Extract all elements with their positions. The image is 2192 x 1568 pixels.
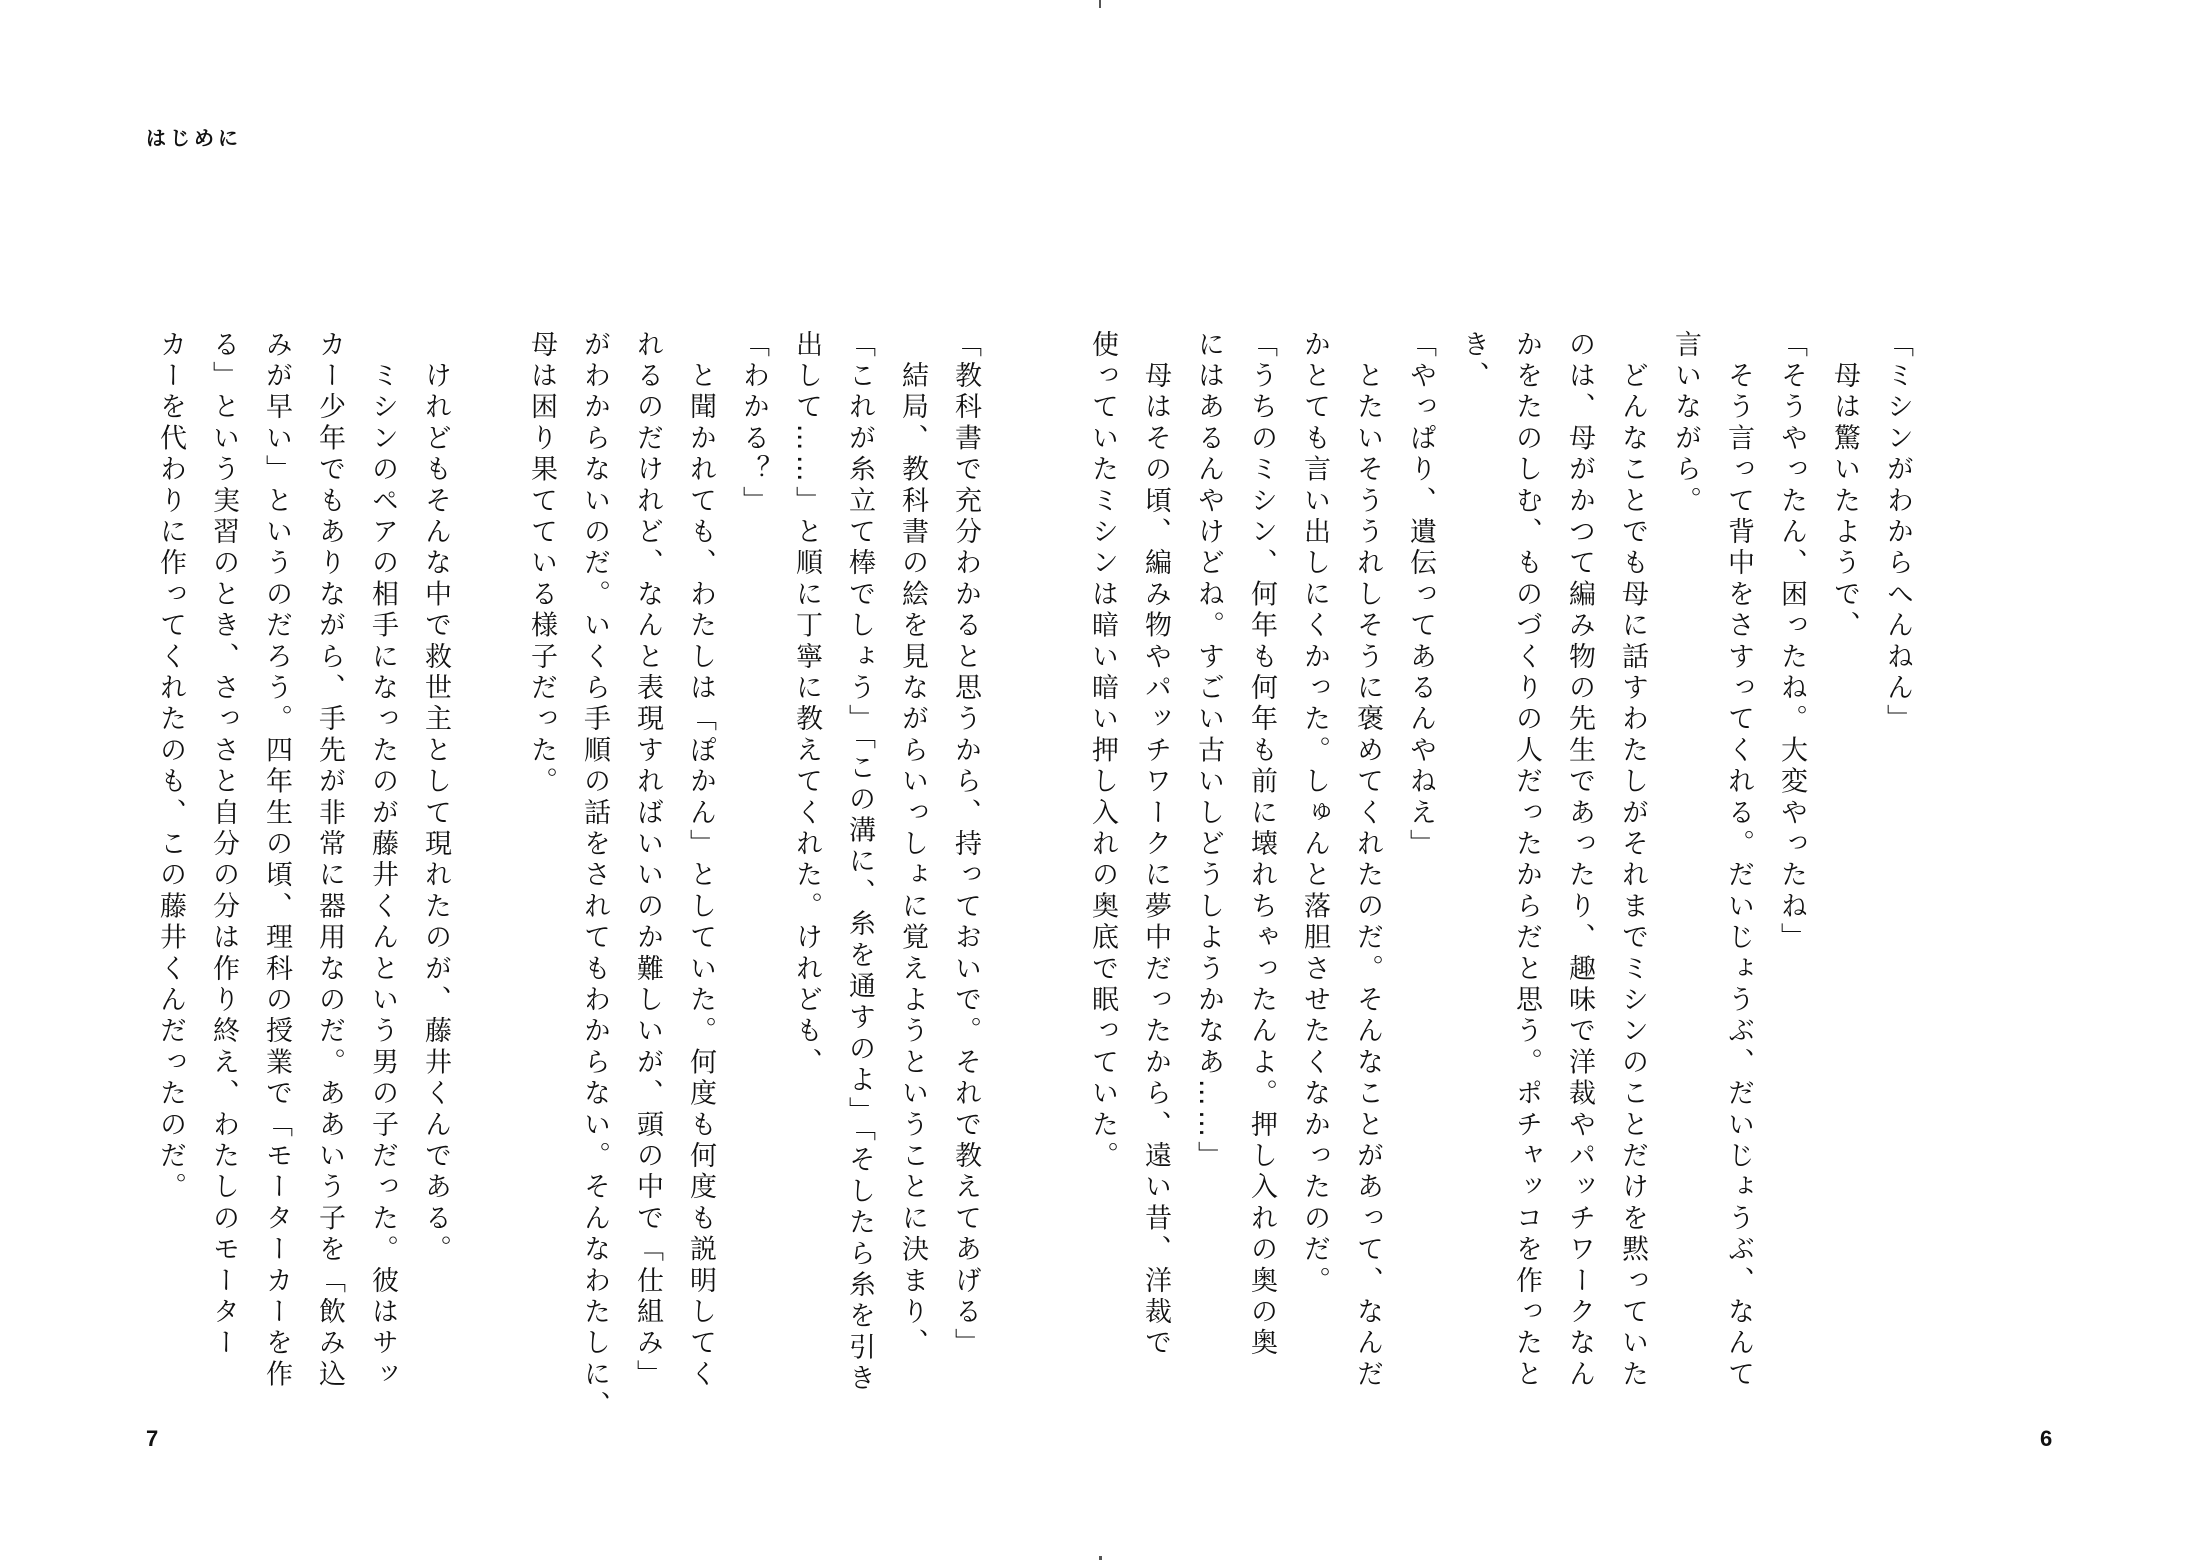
- section-break: [462, 330, 515, 1370]
- text-line: にはあるんやけどね。すごい古いしどうしようかなあ……」: [1193, 330, 1224, 1173]
- text-line: のは、母がかつて編み物の先生であったり、趣味で洋裁やパッチワークなん: [1564, 330, 1595, 1391]
- text-line: 使っていたミシンは暗い暗い押し入れの奥底で眠っていた。: [1087, 330, 1118, 1173]
- text-line: かをたのしむ、ものづくりの人だったからだと思う。ポチャッコを作ったと: [1511, 330, 1542, 1391]
- text-line: れるのだけれど、なんと表現すればいいのか難しいが、頭の中で「仕組み」: [632, 330, 663, 1391]
- text-line: 結局、教科書の絵を見ながらいっしょに覚えようということに決まり、: [897, 330, 928, 1360]
- text-line: みが早い」というのだろう。四年生の頃、理科の授業で「モーターカーを作: [261, 330, 292, 1391]
- text-line: る」という実習のとき、さっさと自分の分は作り終え、わたしのモーター: [208, 330, 239, 1360]
- text-line: 「ミシンがわからへんねん」: [1882, 330, 1913, 736]
- text-line: 言いながら。: [1670, 330, 1701, 518]
- text-line: 母は困り果てている様子だった。: [526, 330, 557, 798]
- text-line: 「やっぱり、遺伝ってあるんやねえ」: [1405, 330, 1436, 861]
- text-line: カーを代わりに作ってくれたのも、この藤井くんだったのだ。: [155, 330, 186, 1204]
- text-line: 母は驚いたようで、: [1829, 330, 1860, 642]
- text-line: そう言って背中をさすってくれる。だいじょうぶ、だいじょうぶ、なんて: [1723, 330, 1754, 1391]
- text-line: 出して……」と順に丁寧に教えてくれた。けれども、: [791, 330, 822, 1079]
- text-line: 「そうやったん、困ったね。大変やったね」: [1776, 330, 1807, 954]
- text-line: けれどもそんな中で救世主として現れたのが、藤井くんである。: [420, 330, 451, 1266]
- text-line: 「うちのミシン、何年も何年も前に壊れちゃったんよ。押し入れの奥の奥: [1246, 330, 1277, 1360]
- left-page-text: [132, 330, 992, 1422]
- text-line: 「教科書で充分わかると思うから、持っておいで。それで教えてあげる」: [950, 330, 981, 1360]
- text-line: 「わかる？」: [738, 330, 769, 518]
- text-line: 「これが糸立て棒でしょう」「この溝に、糸を通すのよ」「そしたら糸を引き: [844, 330, 875, 1395]
- text-line: かとても言い出しにくかった。しゅんと落胆させたくなかったのだ。: [1299, 330, 1330, 1298]
- text-line: と聞かれても、わたしは「ぽかん」としていた。何度も何度も説明してく: [685, 330, 716, 1391]
- text-line: どんなことでも母に話すわたしがそれまでミシンのことだけを黙っていた: [1617, 330, 1648, 1391]
- right-page-text: [1087, 330, 1924, 1391]
- text-line: がわからないのだ。いくら手順の話をされてもわからない。そんなわたしに、: [579, 330, 610, 1422]
- gutter-crop-mark-bottom: [1099, 1556, 1102, 1560]
- page-number-left: 7: [146, 1426, 159, 1451]
- text-line: とたいそううれしそうに褒めてくれたのだ。そんなことがあって、なんだ: [1352, 330, 1383, 1391]
- text-line: 母はその頃、編み物やパッチワークに夢中だったから、遠い昔、洋裁で: [1140, 330, 1171, 1360]
- text-line: カー少年でもありながら、手先が非常に器用なのだ。ああいう子を「飲み込: [314, 330, 345, 1391]
- running-head: はじめに: [146, 126, 242, 150]
- gutter-crop-mark-top: [1099, 0, 1101, 8]
- text-line: ミシンのペアの相手になったのが藤井くんという男の子だった。彼はサッ: [367, 330, 398, 1391]
- page-number-right: 6: [2040, 1426, 2053, 1451]
- text-line: き、: [1458, 330, 1489, 393]
